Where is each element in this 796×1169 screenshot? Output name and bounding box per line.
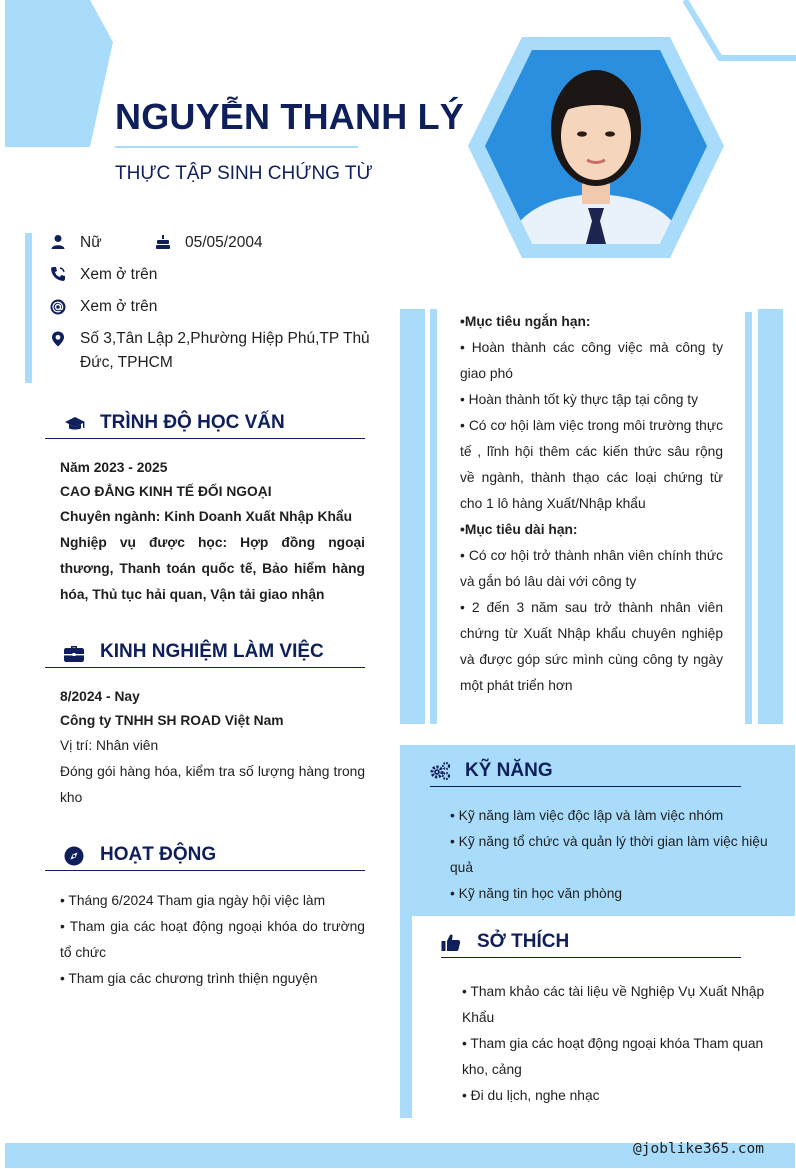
hobbies-rule [441, 957, 741, 958]
education-heading: TRÌNH ĐỘ HỌC VẤN [100, 412, 285, 433]
education-period: Năm 2023 - 2025 [60, 460, 168, 475]
activities-list [60, 888, 365, 992]
candidate-name: NGUYỄN THANH LÝ [115, 96, 465, 137]
map-pin-icon [50, 331, 66, 347]
objective-bar-left-inner [430, 309, 437, 724]
email-value: Xem ở trên [80, 298, 158, 315]
experience-rule [45, 667, 365, 668]
long-term-item: • 2 đến 3 năm sau trở thành nhân viên chứng từ Xuất Nhập khẩu chuyên nghiệp và được góp sức mình cùng công ty ngày một phát triển hơn [460, 595, 723, 699]
activity-item: • Tham gia các hoạt động ngoại khóa do trường tổ chức [60, 914, 365, 966]
address-value: Số 3,Tân Lập 2,Phường Hiệp Phú,TP Thủ Đức, TPHCM [80, 330, 370, 371]
hobby-item: • Tham gia các hoạt động ngoại khóa Tham quan kho, cảng [462, 1031, 771, 1083]
hobbies-side-bar [400, 916, 412, 1118]
short-term-item: • Có cơ hội làm việc trong môi trường thực tế , lĩnh hội thêm các kiến thức sâu rộng về ngành, thành thạo các loại chứng từ cho 1 lô hàng Xuất/Nhập khẩu [460, 413, 723, 517]
experience-period: 8/2024 - Nay [60, 689, 140, 704]
experience-body [60, 685, 365, 811]
activities-rule [45, 870, 365, 871]
hobby-item: • Đi du lịch, nghe nhạc [462, 1083, 771, 1109]
briefcase-icon [63, 642, 85, 664]
hobby-item: • Tham khảo các tài liệu về Nghiệp Vụ Xuất Nhập Khẩu [462, 979, 771, 1031]
objectives-body [460, 309, 723, 699]
objective-bar-left-outer [400, 309, 425, 724]
education-rule [45, 438, 365, 439]
user-icon [50, 234, 66, 250]
name-underline [115, 146, 358, 148]
birthday-value: 05/05/2004 [185, 234, 263, 251]
gender-value: Nữ [80, 234, 102, 251]
gears-icon [429, 760, 451, 782]
objective-bar-right-inner [745, 312, 752, 724]
cake-icon [155, 234, 171, 250]
skills-rule [430, 786, 741, 787]
long-term-item: • Có cơ hội trở thành nhân viên chính thức và gắn bó lâu dài với công ty [460, 543, 723, 595]
compass-icon [63, 845, 85, 867]
objective-bar-right-outer [758, 309, 783, 724]
activity-item: • Tháng 6/2024 Tham gia ngày hội việc làm [60, 888, 365, 914]
experience-description: Đóng gói hàng hóa, kiểm tra số lượng hàng trong kho [60, 764, 365, 805]
skills-heading: KỸ NĂNG [465, 760, 553, 781]
at-icon [50, 299, 66, 315]
contact-side-bar [25, 233, 32, 383]
short-term-heading: •Mục tiêu ngắn hạn: [460, 314, 591, 329]
activity-item: • Tham gia các chương trình thiện nguyện [60, 966, 365, 992]
thumbs-up-icon [440, 932, 462, 954]
skill-item: • Kỹ năng tin học văn phòng [450, 881, 775, 907]
short-term-item: • Hoàn thành các công việc mà công ty giao phó [460, 335, 723, 387]
top-left-decoration [0, 0, 120, 150]
education-school: CAO ĐẲNG KINH TẾ ĐỐI NGOẠI [60, 484, 272, 499]
skill-item: • Kỹ năng làm việc độc lập và làm việc nhóm [450, 803, 775, 829]
long-term-heading: •Mục tiêu dài hạn: [460, 522, 578, 537]
graduation-cap-icon [64, 413, 86, 435]
education-major: Chuyên ngành: Kinh Doanh Xuất Nhập Khẩu [60, 509, 353, 524]
short-term-item: • Hoàn thành tốt kỳ thực tập tại công ty [460, 387, 723, 413]
hobbies-heading: SỞ THÍCH [477, 931, 570, 952]
experience-heading: KINH NGHIỆM LÀM VIỆC [100, 641, 324, 662]
education-subjects: Nghiệp vụ được học: Hợp đồng ngoại thương, Thanh toán quốc tế, Bảo hiểm hàng hóa, Thủ tục hải quan, Vận tải giao nhận [60, 535, 365, 602]
education-body [60, 456, 365, 608]
phone-value: Xem ở trên [80, 266, 158, 283]
footer-handle: @joblike365.com [633, 1141, 764, 1157]
experience-company: Công ty TNHH SH ROAD Việt Nam [60, 713, 284, 728]
skill-item: • Kỹ năng tổ chức và quản lý thời gian làm việc hiệu quả [450, 829, 775, 881]
experience-position: Vị trí: Nhân viên [60, 738, 159, 753]
skills-list [450, 803, 775, 907]
profile-photo [466, 36, 726, 260]
phone-icon [50, 266, 66, 282]
job-title: THỰC TẬP SINH CHỨNG TỪ [115, 163, 373, 184]
hobbies-list [462, 979, 771, 1109]
activities-heading: HOẠT ĐỘNG [100, 844, 217, 865]
